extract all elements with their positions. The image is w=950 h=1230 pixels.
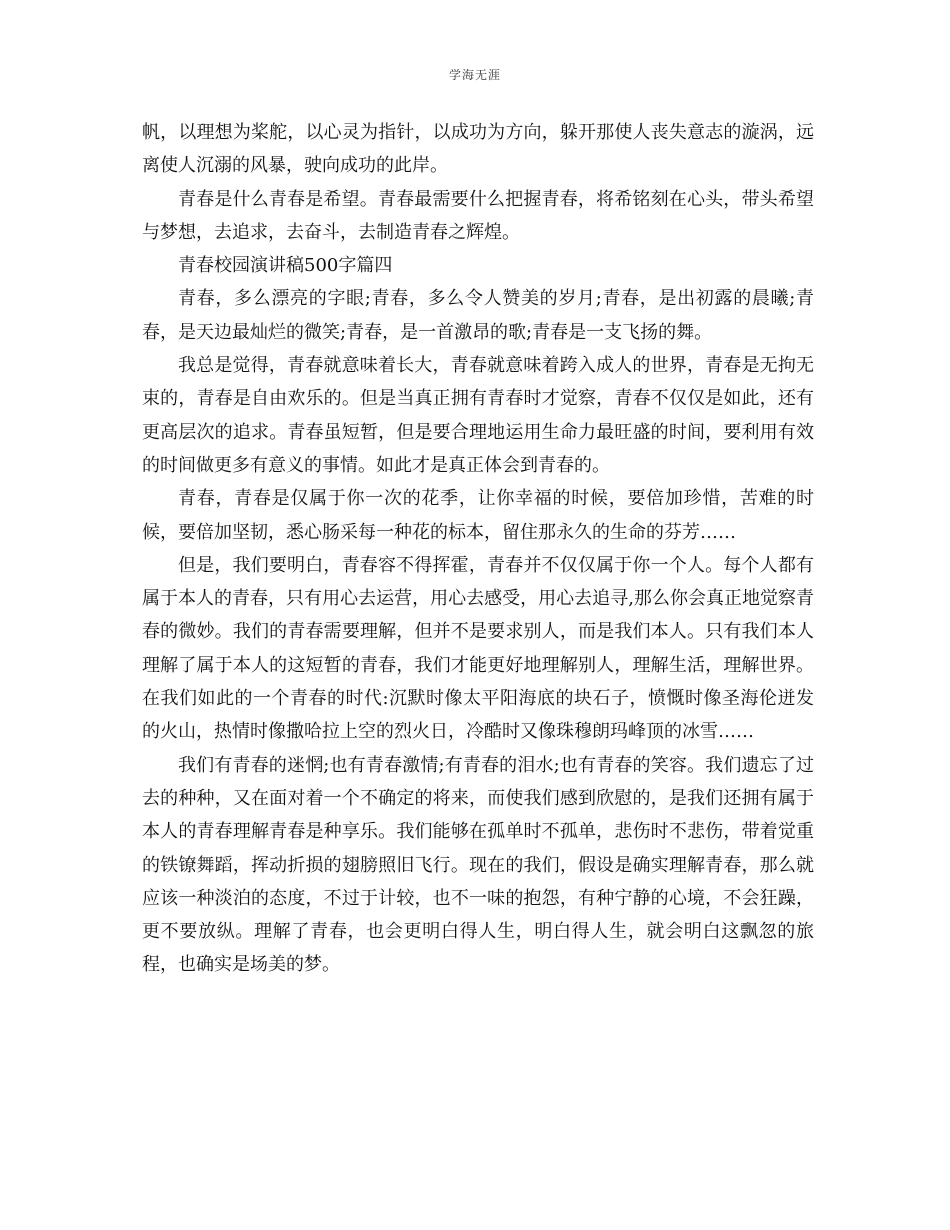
paragraph: 但是，我们要明白，青春容不得挥霍，青春并不仅仅属于你一个人。每个人都有属于本人的青春，只有用心去运营，用心去感受，用心去追寻,那么你会真正地觉察青春的微妙。我们的青春需要理解，但并不是要求别人，而是我们本人。只有我们本人理解了属于本人的这短暂的青春，我们才能更好地理解别人，理解生活，理解世界。在我们如此的一个青春的时代:沉默时像太平阳海底的块石子，愤慨时像圣海伦迸发的火山，热情时像撒哈拉上空的烈火日，冷酷时又像珠穆朗玛峰顶的冰雪…… <box>142 554 814 743</box>
page-header: 学海无涯 <box>448 68 501 82</box>
section-heading: 青春校园演讲稿500字篇四 <box>178 255 393 277</box>
paragraph: 我们有青春的迷惘;也有青春激情;有青春的泪水;也有青春的笑容。我们遗忘了过去的种种，又在面对着一个不确定的将来，而使我们感到欣慰的，是我们还拥有属于本人的青春理解青春是种享乐。我们能够在孤单时不孤单，悲伤时不悲伤，带着觉重的铁镣舞蹈，挥动折损的翅膀照旧飞行。现在的我们，假设是确实理解青春，那么就应该一种淡泊的态度，不过于计较，也不一味的抱怨，有种宁静的心境，不会狂躁，更不要放纵。理解了青春，也会更明白得人生，明白得人生，就会明白这飘忽的旅程，也确实是场美的梦。 <box>142 754 814 976</box>
paragraph: 青春，青春是仅属于你一次的花季，让你幸福的时候，要倍加珍惜，苦难的时候，要倍加坚韧，悉心肠采每一种花的标本，留住那永久的生命的芬芳…… <box>142 488 814 543</box>
document-body <box>142 116 814 982</box>
paragraph: 我总是觉得，青春就意味着长大，青春就意味着跨入成人的世界，青春是无拘无束的，青春是自由欢乐的。但是当真正拥有青春时才觉察，青春不仅仅是如此，还有更高层次的追求。青春虽短暂，但是要合理地运用生命力最旺盛的时间，要利用有效的时间做更多有意义的事情。如此才是真正体会到青春的。 <box>142 355 814 476</box>
paragraph-continuation: 帆，以理想为桨舵，以心灵为指针，以成功为方向，躲开那使人丧失意志的漩涡，远离使人沉溺的风暴，驶向成功的此岸。 <box>142 122 814 177</box>
paragraph: 青春是什么青春是希望。青春最需要什么把握青春，将希铭刻在心头，带头希望与梦想，去追求，去奋斗，去制造青春之辉煌。 <box>142 188 814 243</box>
paragraph: 青春，多么漂亮的字眼;青春，多么令人赞美的岁月;青春，是出初露的晨曦;青春，是天边最灿烂的微笑;青春，是一首激昂的歌;青春是一支飞扬的舞。 <box>142 288 814 343</box>
